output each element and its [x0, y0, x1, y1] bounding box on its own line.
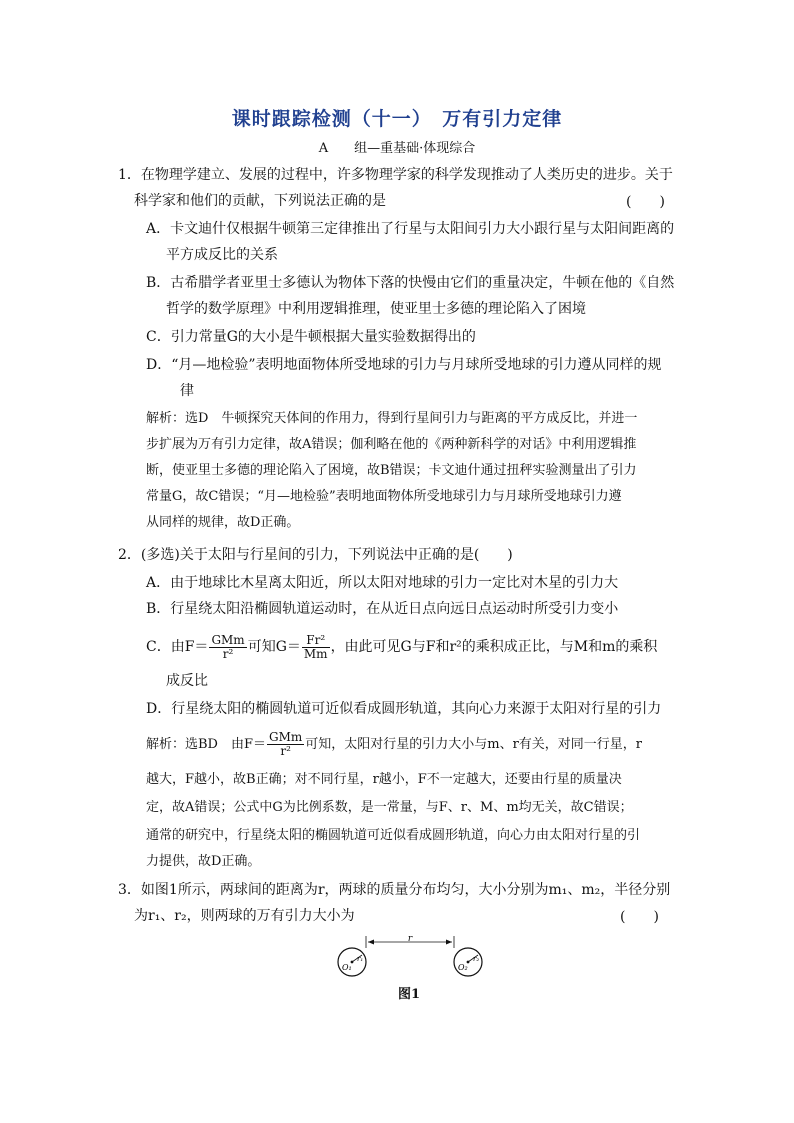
- q1-option-b-line-2: 哲学的数学原理》中利用逻辑推理，使亚里士多德的理论陷入了困境: [166, 301, 586, 317]
- fraction-denominator: Mm: [303, 646, 328, 661]
- q2-analysis-line-3: 定，故A错误；公式中G为比例系数，是一常量，与F、r、M、m均无关，故C错误；: [146, 800, 633, 815]
- q2-option-c-prefix: C．由: [146, 639, 185, 655]
- section-subtitle: A 组—重基础·体现综合: [318, 141, 476, 156]
- q1-option-d-line-1: D．“月—地检验”表明地面物体所受地球的引力与月球所受地球的引力遵从同样的规: [146, 357, 662, 373]
- formula-gmm-over-r2: [267, 731, 304, 758]
- q2-option-c-mid: 可知G＝: [247, 639, 301, 655]
- center-label-1: O₁: [342, 963, 352, 972]
- q2-stem: 2．(多选)关于太阳与行星间的引力，下列说法中正确的是( ): [118, 547, 513, 563]
- q3-answer-paren: ( ): [620, 909, 659, 925]
- formula-fr2-over-mm: [302, 634, 330, 661]
- q1-option-d-line-2: 律: [180, 383, 194, 399]
- q1-analysis-line-4: 常量G，故C错误；“月—地检验”表明地面物体所受地球引力与月球所受地球引力遵: [146, 489, 622, 504]
- q3-stem-line-2: 为r₁、r₂，则两球的万有引力大小为: [134, 908, 355, 924]
- two-spheres-figure: [330, 932, 490, 980]
- q2-analysis-prefix: 解析：选BD 由F＝: [146, 737, 266, 752]
- q1-analysis-line-2: 步扩展为万有引力定律，故A错误；伽利略在他的《两种新科学的对话》中利用逻辑推: [146, 437, 637, 452]
- fraction-numerator: GMm: [211, 632, 245, 647]
- page-title: 课时跟踪检测（十一） 万有引力定律: [231, 108, 563, 130]
- arrow-right-icon: [446, 940, 452, 945]
- q2-option-d: D．行星绕太阳的椭圆轨道可近似看成圆形轨道，其向心力来源于太阳对行星的引力: [146, 701, 662, 717]
- distance-label: r: [407, 934, 413, 944]
- radius-label-2: r₂: [473, 955, 480, 963]
- fraction-denominator: r²: [222, 646, 234, 661]
- center-label-2: O₂: [458, 963, 468, 972]
- fraction-denominator: r²: [280, 744, 291, 758]
- q1-option-b-line-1: B．古希腊学者亚里士多德认为物体下落的快慢由它们的重量决定，牛顿在他的《自然: [146, 275, 675, 291]
- q1-analysis-line-5: 从同样的规律，故D正确。: [146, 515, 300, 530]
- q2-analysis-post: 可知，太阳对行星的引力大小与m、r有关，对同一行星，r: [305, 737, 643, 752]
- formula-gmm-over-r2: [209, 634, 246, 661]
- q1-option-a-line-2: 平方成反比的关系: [166, 247, 278, 263]
- q1-stem-line-1: 1．在物理学建立、发展的过程中，许多物理学家的科学发现推动了人类历史的进步。关于: [118, 167, 673, 183]
- q1-option-c: C．引力常量G的大小是牛顿根据大量实验数据得出的: [146, 329, 476, 345]
- q2-option-b: B．行星绕太阳沿椭圆轨道运动时，在从近日点向远日点运动时所受引力变小: [146, 601, 619, 617]
- q2-analysis-line-4: 通常的研究中，行星绕太阳的椭圆轨道可近似看成圆形轨道，向心力由太阳对行星的引: [146, 828, 641, 843]
- q2-option-a: A．由于地球比木星离太阳近，所以太阳对地球的引力一定比对木星的引力大: [146, 575, 619, 591]
- formula-f-lhs: F＝: [184, 639, 209, 655]
- q1-option-a-line-1: A．卡文迪什仅根据牛顿第三定律推出了行星与太阳间引力大小跟行星与太阳间距离的: [146, 221, 675, 237]
- fraction-numerator: Fr²: [302, 634, 330, 648]
- fraction-numerator: GMm: [269, 730, 303, 744]
- q1-analysis-line-1: 解析：选D 牛顿探究天体间的作用力，得到行星间引力与距离的平方成反比，并进一: [146, 411, 638, 426]
- q2-analysis-line-5: 力提供，故D正确。: [146, 854, 261, 869]
- q1-answer-paren: ( ): [626, 194, 665, 210]
- q2-analysis-line-1: [146, 730, 642, 760]
- q2-analysis-line-2: 越大，F越小，故B正确；对不同行星，r越小，F不一定越大，还要由行星的质量决: [146, 772, 622, 787]
- radius-label-1: r₁: [357, 955, 364, 963]
- q1-analysis-line-3: 断，使亚里士多德的理论陷入了困境，故B错误；卡文迪什通过扭秤实验测量出了引力: [146, 463, 637, 478]
- q2-option-c-line-2: 成反比: [166, 673, 208, 689]
- figure-caption: 图1: [398, 987, 421, 1002]
- arrow-left-icon: [368, 940, 374, 945]
- q3-stem-line-1: 3．如图1所示，两球间的距离为r，两球的质量分布均匀，大小分别为m₁、m₂，半径分别: [118, 882, 671, 898]
- q2-option-c-post: ，由此可见G与F和r²的乘积成正比，与M和m的乘积: [330, 639, 658, 655]
- q2-option-c-line-1: [146, 632, 657, 662]
- q1-stem-line-2: 科学家和他们的贡献，下列说法正确的是: [134, 193, 386, 209]
